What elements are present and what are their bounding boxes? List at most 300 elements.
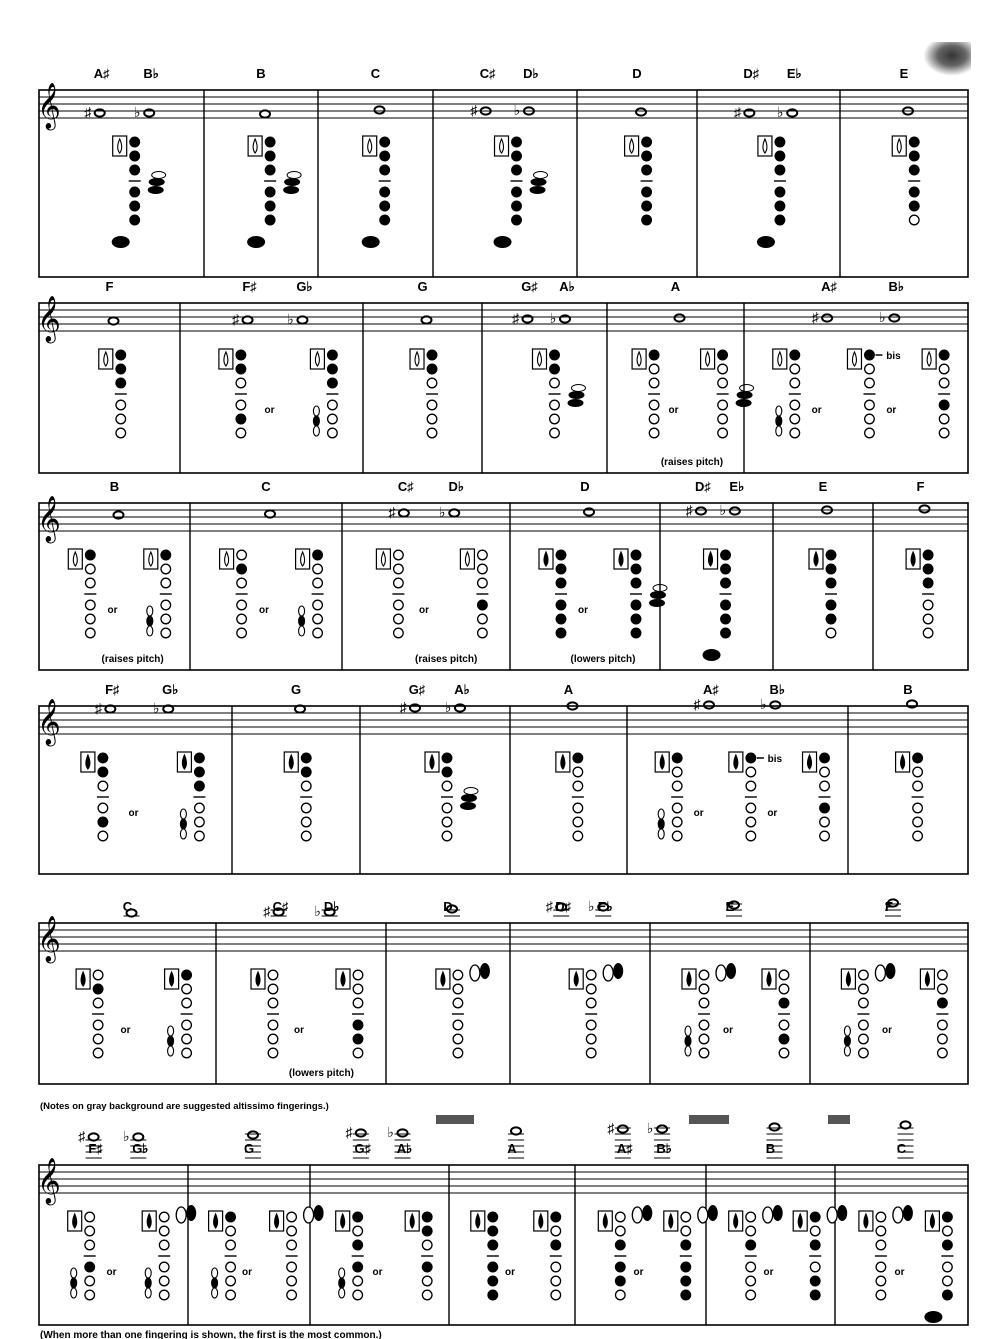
fingering-diagram [539,549,567,638]
pitch-label: A♭ [559,279,575,294]
fingering-diagram [219,349,247,438]
pitch-label: F [916,479,925,494]
palm-key [534,172,548,179]
note-head [730,507,740,514]
thumb-rest-icon [533,349,547,369]
thumb-rest-icon [556,752,570,772]
side-key [313,416,319,426]
key-open [422,1276,432,1286]
key-open [353,1290,363,1300]
octave-key-open-icon [301,552,305,566]
key-open [195,817,205,827]
fingering-diagram [436,963,490,1058]
treble-clef-icon: 𝄞 [37,297,61,341]
key-open [427,414,437,424]
accidental-mark: ♯ [733,104,741,120]
key-pressed [556,578,566,588]
key-open [159,1226,169,1236]
key-open [442,803,452,813]
fingering-diagram [556,752,584,841]
key-open [876,1276,886,1286]
pitch-label: G [290,682,302,697]
key-pressed [116,364,126,374]
key-open [616,1226,626,1236]
key-open [394,628,404,638]
pitch-label: D♭ [523,66,539,81]
fingering-diagram [251,969,279,1058]
high-key [186,1205,196,1221]
fingering-diagram [906,549,934,638]
or-label: or [882,1025,892,1036]
key-open [353,984,363,994]
key-open [859,1048,869,1058]
note-cell [729,1123,848,1299]
key-open [98,781,108,791]
key-pressed [939,400,949,410]
chart-row [37,898,968,1084]
fingering-diagram [892,136,920,225]
key-pressed [98,767,108,777]
high-keys-icon [827,1205,847,1223]
key-open [328,428,338,438]
thumb-rest-icon [310,349,324,369]
key-pressed [631,600,641,610]
pitch-label: B♭ [143,66,159,81]
key-open [394,578,404,588]
note-head [523,315,533,322]
key-pressed [718,350,728,360]
palm-keys-icon [530,172,548,195]
side-key [776,406,782,416]
key-pressed [681,1290,691,1300]
palm-key [530,186,546,194]
chart-row [37,1120,968,1325]
key-pressed [631,578,641,588]
thumb-rest-icon [906,549,920,569]
pitch-label: E♭ [597,899,613,914]
fingering-diagram [664,1205,718,1300]
octave-key-open-icon [927,352,931,366]
key-open [226,1262,236,1272]
thumb-rest-icon [436,969,450,989]
note-head [248,1131,258,1138]
key-pressed [328,350,338,360]
key-open [616,1212,626,1222]
low-key-icon [494,236,512,248]
note-head [144,109,154,116]
key-open [182,1020,192,1030]
octave-key-pressed-icon [275,1214,279,1228]
accidental-mark: ♯ [94,700,102,716]
accidental-mark: ♯ [545,898,553,914]
or-label: or [264,405,275,416]
key-open [810,1226,820,1236]
octave-key-open-icon [315,352,319,366]
thumb-rest-icon [165,969,179,989]
key-pressed [556,614,566,624]
key-open [649,428,659,438]
key-pressed [775,151,785,161]
key-open [699,984,709,994]
key-open [236,400,246,410]
accidental-mark: ♭ [776,104,784,120]
altissimo-marker [689,1115,729,1124]
key-pressed [556,628,566,638]
note-cell [470,66,547,248]
key-pressed [775,165,785,175]
key-open [159,1212,169,1222]
side-keys-icon [145,1268,151,1298]
fingering-diagram [841,963,895,1058]
accidental-mark: ♭ [314,903,321,919]
thumb-rest-icon [296,549,310,569]
note-cell [362,66,391,248]
pitch-label: C [122,899,133,914]
high-key [603,965,613,981]
key-open [746,1276,756,1286]
octave-key-pressed-icon [476,1214,480,1228]
high-key [642,1205,652,1221]
octave-key-pressed-icon [734,1214,738,1228]
key-open [226,1290,236,1300]
fingering-diagram [99,349,127,438]
key-pressed [909,165,919,175]
key-open [913,817,923,827]
key-open [913,831,923,841]
accidental-mark: ♭ [152,700,160,716]
side-key [168,1046,174,1056]
thumb-rest-icon [405,1211,419,1231]
key-pressed [236,350,246,360]
high-key [885,963,895,979]
palm-keys-icon [649,585,667,608]
key-open [938,1048,948,1058]
key-pressed [943,1240,953,1250]
high-key [470,965,480,981]
thumb-rest-icon [376,549,390,569]
key-pressed [923,550,933,560]
note-head [822,314,832,321]
key-open [779,970,789,980]
thumb-rest-icon [762,969,776,989]
octave-key-open-icon [538,352,542,366]
high-keys-icon [875,963,895,981]
accidental-mark: ♯ [470,102,478,118]
low-key-icon [757,236,775,248]
key-pressed [909,201,919,211]
key-open [394,564,404,574]
key-open [86,600,96,610]
key-open [649,400,659,410]
pitch-label: G♭ [162,682,179,697]
side-key [212,1268,218,1278]
note-head [787,109,797,116]
octave-key-pressed-icon [930,1214,934,1228]
octave-key-pressed-icon [734,755,738,769]
palm-key [572,385,586,392]
key-open [161,614,171,624]
thumb-rest-icon [655,752,669,772]
side-key [299,606,305,616]
key-open [943,1226,953,1236]
key-open [586,970,596,980]
octave-key-open-icon [778,352,782,366]
pitch-label: B♭ [888,279,905,294]
key-pressed [681,1276,691,1286]
octave-key-open-icon [381,552,385,566]
key-open [790,378,800,388]
key-open [699,1020,709,1030]
key-pressed [721,600,731,610]
note-cell [336,1124,434,1300]
key-pressed [265,215,275,225]
key-open [237,628,247,638]
fingering-diagram [655,752,683,841]
low-key-icon [924,1311,942,1323]
altissimo-marker [436,1115,474,1124]
octave-key-open-icon [104,352,108,366]
accidental-mark: ♭ [444,699,452,715]
side-key [776,416,782,426]
key-pressed [380,215,390,225]
pitch-label: D♯ [694,479,711,494]
pitch-label: D♭ [323,899,340,914]
key-open [236,378,246,388]
key-open [573,803,583,813]
key-open [268,1020,278,1030]
fingering-diagram [247,136,301,248]
accidental-mark: ♯ [263,903,271,919]
key-pressed [775,187,785,197]
key-open [938,984,948,994]
key-open [287,1212,297,1222]
key-open [85,1212,95,1222]
key-open [586,1020,596,1030]
side-key [844,1026,850,1036]
high-key [698,1207,708,1223]
key-pressed [422,1262,432,1272]
key-open [672,767,682,777]
or-label: or [767,808,778,819]
fingering-diagram [284,752,312,841]
octave-key-pressed-icon [539,1214,543,1228]
key-open [453,1048,463,1058]
octave-key-open-icon [225,552,229,566]
fingering-diagram [165,969,193,1058]
thumb-rest-icon [598,1211,612,1231]
key-pressed [631,550,641,560]
side-keys-icon [313,406,319,436]
pitch-label: D [632,66,642,81]
thumb-rest-icon [625,136,639,156]
chart-row [37,66,968,277]
key-open [328,400,338,410]
octave-key-pressed-icon [147,1214,151,1228]
key-open [268,1048,278,1058]
fingering-diagram [425,752,478,841]
key-pressed [98,753,108,763]
key-open [859,970,869,980]
octave-key-open-icon [73,552,77,566]
key-open [159,1262,169,1272]
palm-key [740,385,754,392]
key-open [287,1226,297,1236]
side-key [844,1046,850,1056]
fingering-diagram [533,349,586,438]
fingering-diagram [494,136,548,248]
high-keys-icon [632,1205,652,1223]
palm-keys-icon [460,788,478,811]
thumb-rest-icon [177,752,191,772]
fingering-diagram [896,752,924,841]
key-pressed [943,1212,953,1222]
fingering-diagram [460,549,488,638]
key-open [85,1290,95,1300]
key-open [699,1048,709,1058]
chart-row [37,479,968,670]
accidental-mark: ♭ [759,696,767,712]
fingering-diagram [68,549,96,638]
key-open [909,215,919,225]
key-open [159,1240,169,1250]
key-pressed [488,1212,498,1222]
side-key [147,626,153,636]
key-open [427,378,437,388]
key-pressed [556,600,566,610]
key-pressed [161,550,171,560]
key-open [85,1276,95,1286]
thumb-rest-icon [471,1211,485,1231]
accidental-mark: ♭ [587,898,595,914]
key-open [820,817,830,827]
high-key [613,963,623,979]
palm-key [152,172,166,179]
key-open [876,1290,886,1300]
key-open [938,970,948,980]
key-open [226,1276,236,1286]
note-head [636,108,646,115]
thumb-rest-icon [113,136,127,156]
row-frame [39,303,968,473]
note-cell [376,479,488,665]
thumb-rest-icon [896,752,910,772]
key-pressed [556,564,566,574]
key-open [86,578,96,588]
pitch-label: A [563,682,574,697]
key-pressed [98,817,108,827]
fingering-diagram [144,549,172,638]
key-pressed [775,137,785,147]
key-open [586,998,596,1008]
key-pressed [236,414,246,424]
key-open [453,970,463,980]
key-open [287,1290,297,1300]
note-head [618,1125,628,1132]
octave-key-open-icon [118,139,122,153]
octave-key-pressed-icon [687,972,691,986]
key-open [681,1212,691,1222]
key-pressed [130,201,140,211]
key-pressed [810,1290,820,1300]
key-open [746,831,756,841]
octave-key-pressed-icon [561,755,565,769]
key-open [672,781,682,791]
palm-key [568,399,584,407]
thumb-rest-icon [495,136,509,156]
key-open [939,428,949,438]
fingering-diagram [793,1205,847,1300]
pitch-label: F♯ [88,1141,103,1156]
note-cell [84,66,166,248]
key-open [943,1276,953,1286]
thumb-rest-icon [284,752,298,772]
pitch-label: C♯ [479,66,496,81]
key-pressed [909,187,919,197]
pitch-label: F♯ [242,279,257,294]
octave-key-pressed-icon [669,1214,673,1228]
key-pressed [642,165,652,175]
key-open [427,400,437,410]
key-open [551,1226,561,1236]
note-cell [471,1127,562,1299]
octave-key-pressed-icon [441,972,445,986]
key-open [779,1048,789,1058]
pitch-label: G♭ [132,1141,149,1156]
key-open [353,1276,363,1286]
key-open [98,803,108,813]
key-pressed [810,1240,820,1250]
thumb-rest-icon [847,349,861,369]
fingering-diagram [847,349,901,438]
key-pressed [746,1240,756,1250]
pitch-label: G♯ [354,1141,372,1156]
side-key [212,1278,218,1288]
key-pressed [195,781,205,791]
palm-key [464,788,478,795]
fingering-diagram [924,1211,953,1323]
pitch-label: F♯ [105,682,120,697]
pitch-label: A♭ [396,1141,413,1156]
accidental-mark: ♭ [513,102,521,118]
thumb-rest-icon [841,969,855,989]
high-key [314,1205,324,1221]
pitch-note: (raises pitch) [660,457,724,468]
side-key [71,1288,77,1298]
key-open [923,600,933,610]
key-open [353,970,363,980]
key-open [195,803,205,813]
side-key [180,829,186,839]
note-cell [598,1120,718,1300]
key-open [93,1020,103,1030]
key-open [161,564,171,574]
key-open [453,1020,463,1030]
octave-key-pressed-icon [430,755,434,769]
octave-key-pressed-icon [214,1214,218,1228]
key-pressed [681,1262,691,1272]
key-open [116,414,126,424]
key-open [681,1226,691,1236]
palm-key [649,599,665,607]
octave-key-pressed-icon [341,1214,345,1228]
key-open [779,984,789,994]
key-open [820,781,830,791]
fingering-diagram [81,752,109,841]
note-head [114,511,124,518]
thumb-rest-icon [460,549,474,569]
octave-key-pressed-icon [798,1214,802,1228]
key-open [427,428,437,438]
